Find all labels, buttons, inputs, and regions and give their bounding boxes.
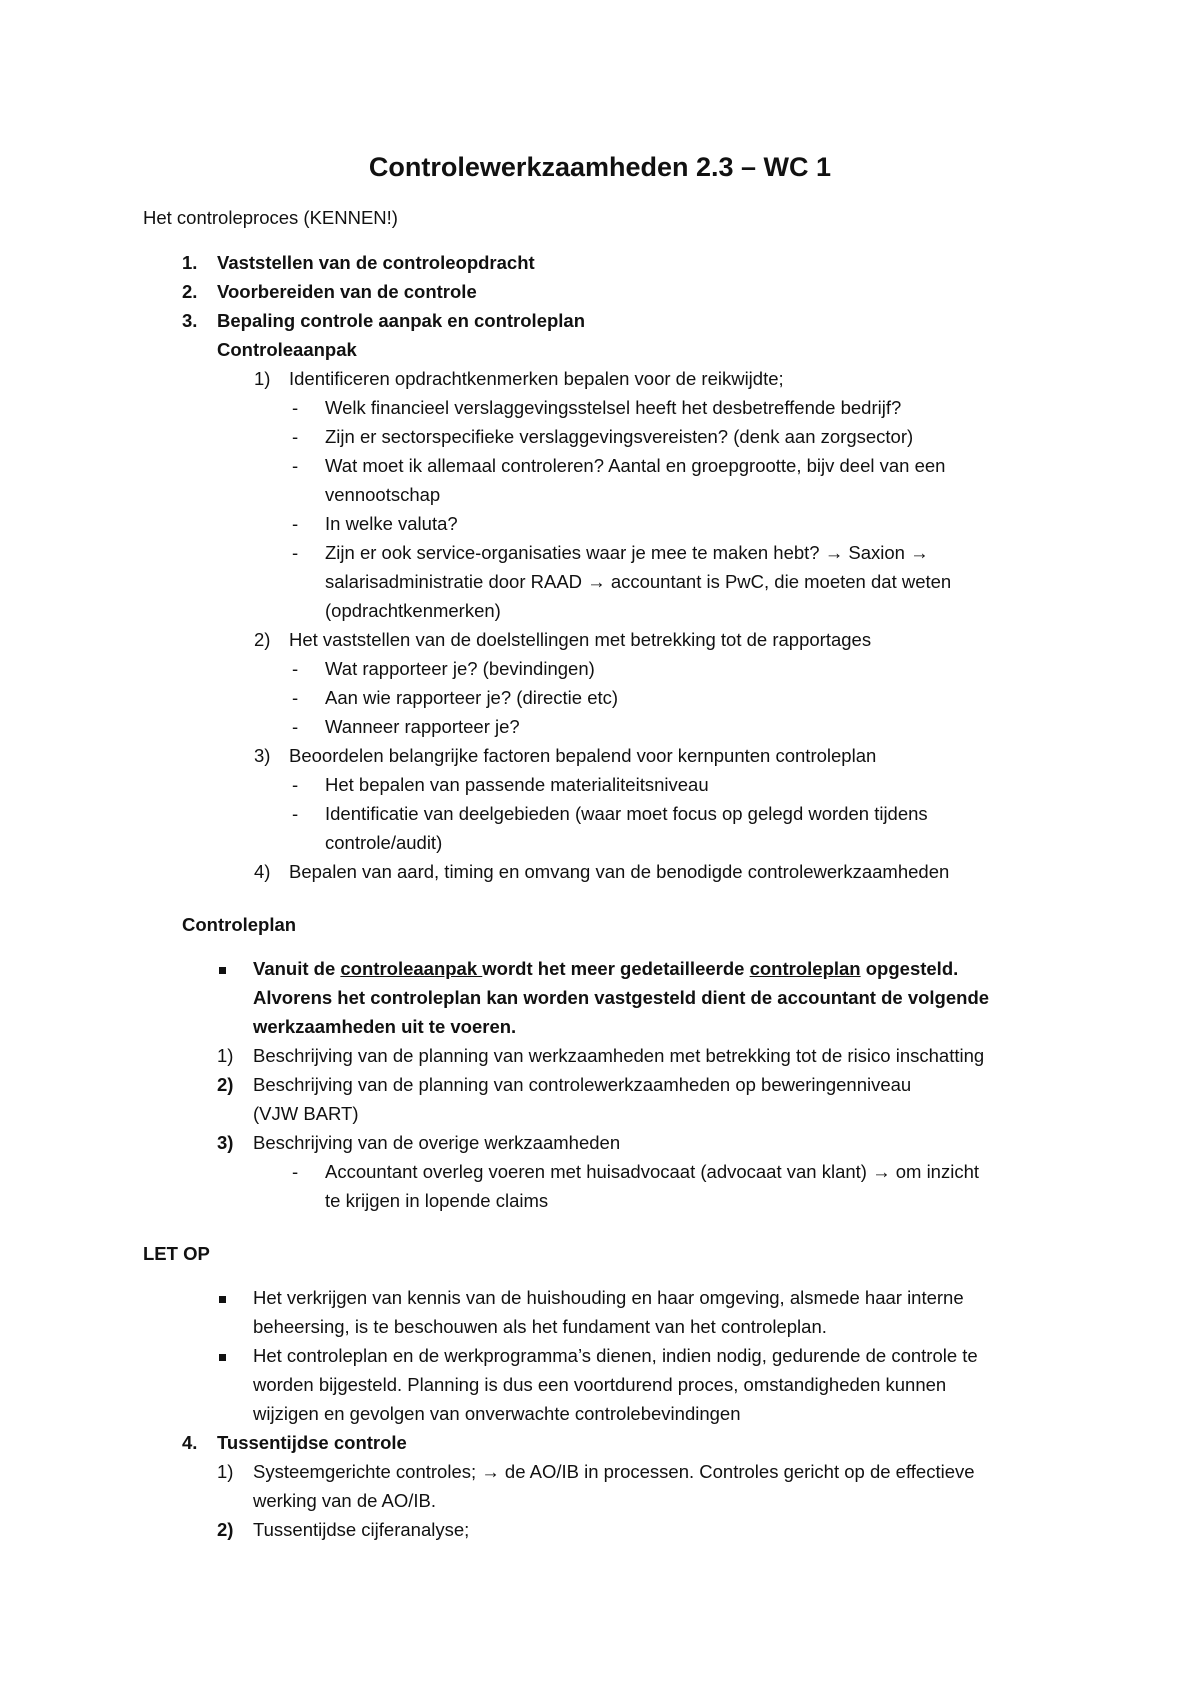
item-text: Beschrijving van de overige werkzaamheden xyxy=(253,1132,621,1153)
item-text: Beschrijving van de planning van controlewerkzaamheden op beweringenniveau xyxy=(253,1074,912,1095)
dash-item-continued: te krijgen in lopende claims xyxy=(325,1190,549,1211)
item-text: Beoordelen belangrijke factoren bepalend voor kernpunten controleplan xyxy=(289,745,877,766)
item-text-continued: werking van de AO/IB. xyxy=(253,1490,437,1511)
dash-item: Zijn er sectorspecifieke verslaggevingsvereisten? (denk aan zorgsector) xyxy=(325,426,914,447)
square-bullet-icon xyxy=(219,967,226,974)
section-heading: Controleplan xyxy=(182,914,297,935)
dash-marker: - xyxy=(292,1161,299,1182)
bullet-item: Het controleplan en de werkprogramma’s dienen, indien nodig, gedurende de controle te xyxy=(253,1345,978,1366)
item-number: 2) xyxy=(217,1074,234,1095)
bullet-item-continued: beheersing, is te beschouwen als het fundament van het controleplan. xyxy=(253,1316,827,1337)
bullet-item-continued: Alvorens het controleplan kan worden vastgesteld dient de accountant de volgende xyxy=(253,987,990,1008)
item-number: 2) xyxy=(217,1519,234,1540)
bullet-text: wordt het meer gedetailleerde xyxy=(482,958,750,979)
item-number: 4) xyxy=(254,861,271,882)
item-number: 3) xyxy=(217,1132,234,1153)
item-text-continued: (VJW BART) xyxy=(253,1103,359,1124)
item-text: Tussentijdse cijferanalyse; xyxy=(253,1519,470,1540)
item-text: Systeemgerichte controles; → de AO/IB in processen. Controles gericht op de effectieve xyxy=(253,1461,975,1482)
bullet-marker xyxy=(219,957,226,981)
bullet-text: opgesteld. xyxy=(860,958,959,979)
item-number: 1) xyxy=(217,1045,234,1066)
item-text: Het vaststellen van de doelstellingen met betrekking tot de rapportages xyxy=(289,629,872,650)
dash-item: Accountant overleg voeren met huisadvocaat (advocaat van klant) → om inzicht xyxy=(325,1161,980,1182)
step-text: Vaststellen van de controleopdracht xyxy=(217,252,535,273)
dash-item: In welke valuta? xyxy=(325,513,458,534)
dash-marker: - xyxy=(292,716,299,737)
dash-item: Wanneer rapporteer je? xyxy=(325,716,520,737)
item-text: Bepalen van aard, timing en omvang van de benodigde controlewerkzaamheden xyxy=(289,861,950,882)
item-text: Beschrijving van de planning van werkzaamheden met betrekking tot de risico inschatting xyxy=(253,1045,985,1066)
item-number: 2) xyxy=(254,629,271,650)
step-number: 2. xyxy=(182,281,198,302)
dash-item-continued: (opdrachtkenmerken) xyxy=(325,600,501,621)
bullet-item xyxy=(253,957,958,981)
item-number: 3) xyxy=(254,745,271,766)
step-number: 1. xyxy=(182,252,198,273)
dash-item: Welk financieel verslaggevingsstelsel heeft het desbetreffende bedrijf? xyxy=(325,397,902,418)
bullet-item-continued: worden bijgesteld. Planning is dus een voortdurend proces, omstandigheden kunnen xyxy=(253,1374,947,1395)
step-number: 3. xyxy=(182,310,198,331)
bullet-marker xyxy=(219,1344,226,1368)
square-bullet-icon xyxy=(219,1354,226,1361)
dash-marker: - xyxy=(292,803,299,824)
step-text: Voorbereiden van de controle xyxy=(217,281,477,302)
section-heading: Controleaanpak xyxy=(217,339,357,360)
dash-marker: - xyxy=(292,542,299,563)
dash-item: Identificatie van deelgebieden (waar moet focus op gelegd worden tijdens xyxy=(325,803,928,824)
underlined-term: controleaanpak xyxy=(340,958,483,979)
dash-marker: - xyxy=(292,397,299,418)
dash-item-continued: controle/audit) xyxy=(325,832,443,853)
dash-marker: - xyxy=(292,426,299,447)
bullet-text: Vanuit de xyxy=(253,958,341,979)
dash-marker: - xyxy=(292,455,299,476)
dash-item: Het bepalen van passende materialiteitsniveau xyxy=(325,774,709,795)
dash-item: Aan wie rapporteer je? (directie etc) xyxy=(325,687,619,708)
step-number: 4. xyxy=(182,1432,198,1453)
bullet-item-continued: werkzaamheden uit te voeren. xyxy=(253,1016,517,1037)
dash-marker: - xyxy=(292,687,299,708)
intro-text: Het controleproces (KENNEN!) xyxy=(143,207,398,228)
step-text: Bepaling controle aanpak en controleplan xyxy=(217,310,586,331)
bullet-item: Het verkrijgen van kennis van de huishouding en haar omgeving, alsmede haar interne xyxy=(253,1287,964,1308)
document-title: Controlewerkzaamheden 2.3 – WC 1 xyxy=(368,152,832,182)
step-text: Tussentijdse controle xyxy=(217,1432,407,1453)
dash-marker: - xyxy=(292,774,299,795)
item-number: 1) xyxy=(217,1461,234,1482)
dash-item: Wat moet ik allemaal controleren? Aantal en groepgrootte, bijv deel van een xyxy=(325,455,946,476)
dash-item-continued: vennootschap xyxy=(325,484,441,505)
dash-item: Zijn er ook service-organisaties waar je mee te maken hebt? → Saxion → xyxy=(325,542,929,563)
dash-marker: - xyxy=(292,513,299,534)
dash-item-continued: salarisadministratie door RAAD → accountant is PwC, die moeten dat weten xyxy=(325,571,952,592)
dash-item: Wat rapporteer je? (bevindingen) xyxy=(325,658,595,679)
section-heading: LET OP xyxy=(143,1243,210,1264)
item-number: 1) xyxy=(254,368,271,389)
underlined-term: controleplan xyxy=(749,958,861,979)
bullet-marker xyxy=(219,1286,226,1310)
dash-marker: - xyxy=(292,658,299,679)
square-bullet-icon xyxy=(219,1296,226,1303)
bullet-item-continued: wijzigen en gevolgen van onverwachte controlebevindingen xyxy=(253,1403,741,1424)
item-text: Identificeren opdrachtkenmerken bepalen voor de reikwijdte; xyxy=(289,368,784,389)
